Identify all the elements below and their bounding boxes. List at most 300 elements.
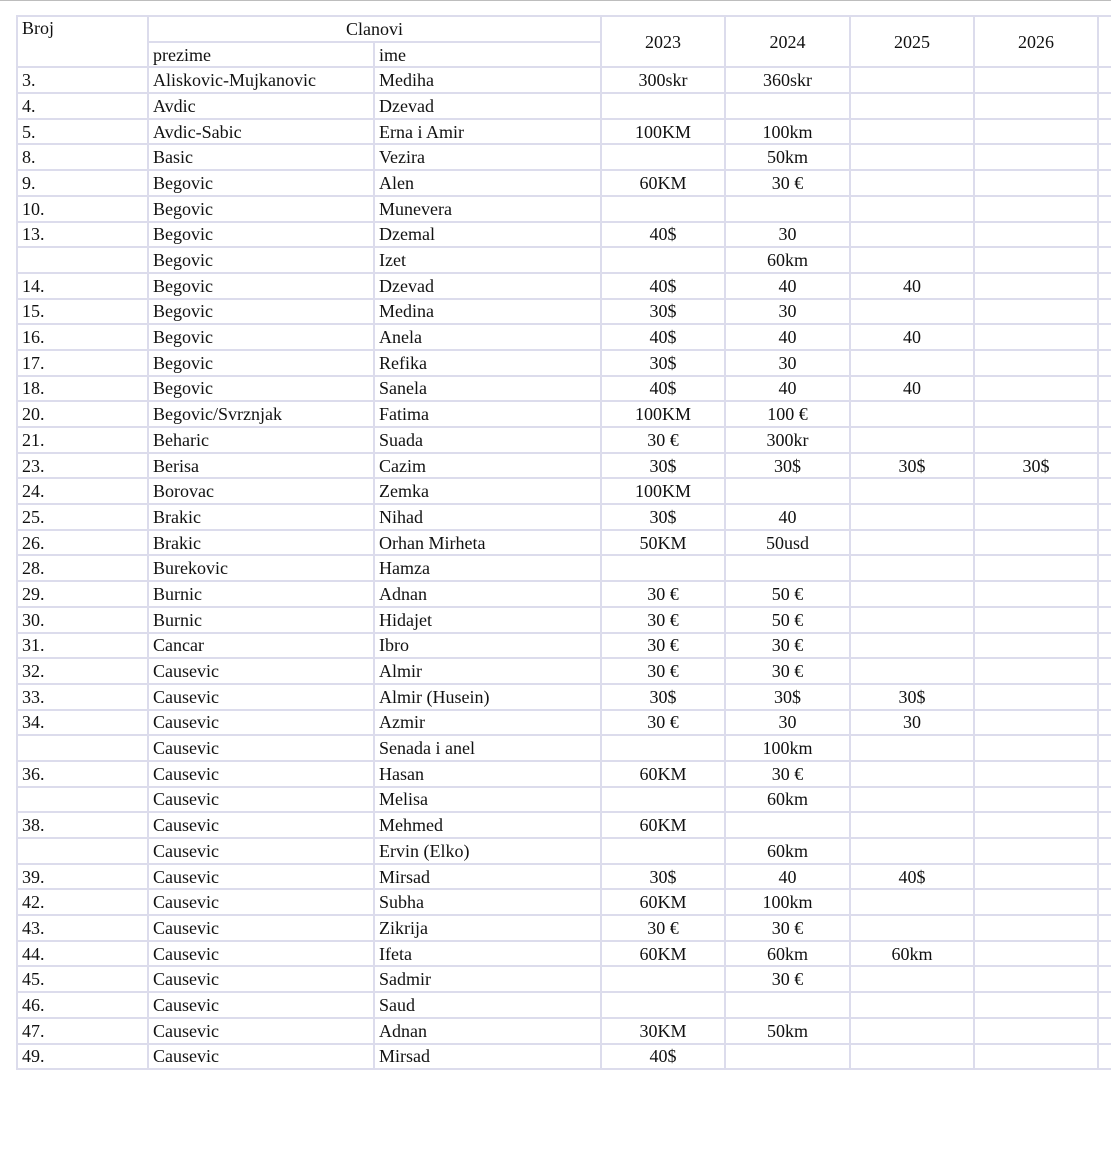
- table-row: [17, 915, 1111, 941]
- cell-2025: [850, 633, 974, 659]
- cell-ime: Suada: [374, 427, 601, 453]
- cell-2025: [850, 119, 974, 145]
- cell-edge: [1098, 658, 1111, 684]
- cell-2025: 40: [850, 324, 974, 350]
- table-row: [17, 144, 1111, 170]
- cell-broj: 18.: [17, 376, 148, 402]
- cell-prezime: Burnic: [148, 607, 374, 633]
- cell-ime: Orhan Mirheta: [374, 530, 601, 556]
- header-year-2025: 2025: [850, 16, 974, 67]
- cell-edge: [1098, 478, 1111, 504]
- cell-2025: [850, 504, 974, 530]
- cell-2026: 30$: [974, 453, 1098, 479]
- cell-broj: [17, 838, 148, 864]
- cell-2025: [850, 350, 974, 376]
- table-row: [17, 633, 1111, 659]
- cell-2024: 50km: [725, 1018, 850, 1044]
- cell-2023: 40$: [601, 376, 725, 402]
- cell-prezime: Begovic: [148, 247, 374, 273]
- cell-prezime: Causevic: [148, 1018, 374, 1044]
- cell-2023: 50KM: [601, 530, 725, 556]
- cell-broj: 47.: [17, 1018, 148, 1044]
- cell-2025: 40: [850, 273, 974, 299]
- cell-prezime: Causevic: [148, 889, 374, 915]
- cell-2025: [850, 581, 974, 607]
- cell-ime: Dzevad: [374, 93, 601, 119]
- cell-ime: Medina: [374, 299, 601, 325]
- cell-2025: [850, 196, 974, 222]
- cell-broj: 20.: [17, 401, 148, 427]
- cell-2026: [974, 581, 1098, 607]
- cell-2023: [601, 787, 725, 813]
- cell-ime: Mediha: [374, 67, 601, 93]
- table-row: [17, 684, 1111, 710]
- cell-2025: [850, 67, 974, 93]
- cell-2023: 30$: [601, 350, 725, 376]
- table-row: [17, 889, 1111, 915]
- cell-2026: [974, 633, 1098, 659]
- cell-broj: 23.: [17, 453, 148, 479]
- cell-2026: [974, 1044, 1098, 1070]
- cell-prezime: Causevic: [148, 838, 374, 864]
- cell-broj: 26.: [17, 530, 148, 556]
- cell-edge: [1098, 376, 1111, 402]
- table-row: [17, 247, 1111, 273]
- cell-edge: [1098, 941, 1111, 967]
- cell-edge: [1098, 1018, 1111, 1044]
- cell-edge: [1098, 992, 1111, 1018]
- cell-edge: [1098, 710, 1111, 736]
- cell-2026: [974, 93, 1098, 119]
- cell-prezime: Causevic: [148, 710, 374, 736]
- cell-2025: [850, 992, 974, 1018]
- cell-2025: [850, 761, 974, 787]
- cell-edge: [1098, 144, 1111, 170]
- cell-2023: 40$: [601, 1044, 725, 1070]
- cell-ime: Munevera: [374, 196, 601, 222]
- cell-ime: Subha: [374, 889, 601, 915]
- cell-2024: 30 €: [725, 915, 850, 941]
- cell-broj: 43.: [17, 915, 148, 941]
- cell-2024: 30$: [725, 684, 850, 710]
- cell-2024: 60km: [725, 941, 850, 967]
- cell-2024: 100km: [725, 735, 850, 761]
- cell-ime: Dzemal: [374, 222, 601, 248]
- header-broj: Broj: [17, 16, 148, 67]
- cell-2026: [974, 530, 1098, 556]
- cell-ime: Sanela: [374, 376, 601, 402]
- cell-2024: 30 €: [725, 633, 850, 659]
- cell-2024: 40: [725, 324, 850, 350]
- cell-2026: [974, 376, 1098, 402]
- cell-ime: Mehmed: [374, 812, 601, 838]
- cell-ime: Hasan: [374, 761, 601, 787]
- cell-broj: 36.: [17, 761, 148, 787]
- cell-edge: [1098, 787, 1111, 813]
- cell-2026: [974, 324, 1098, 350]
- table-row: [17, 401, 1111, 427]
- cell-2025: 60km: [850, 941, 974, 967]
- cell-2026: [974, 658, 1098, 684]
- cell-2023: 60KM: [601, 170, 725, 196]
- cell-prezime: Causevic: [148, 684, 374, 710]
- cell-prezime: Causevic: [148, 992, 374, 1018]
- table-row: [17, 93, 1111, 119]
- cell-2024: 30: [725, 350, 850, 376]
- cell-prezime: Causevic: [148, 735, 374, 761]
- cell-prezime: Borovac: [148, 478, 374, 504]
- cell-2025: 30$: [850, 684, 974, 710]
- table-row: [17, 581, 1111, 607]
- cell-2023: 30$: [601, 299, 725, 325]
- table-row: [17, 941, 1111, 967]
- cell-2026: [974, 401, 1098, 427]
- cell-2023: 30 €: [601, 633, 725, 659]
- cell-ime: Ervin (Elko): [374, 838, 601, 864]
- cell-edge: [1098, 735, 1111, 761]
- cell-2023: [601, 838, 725, 864]
- top-divider: [0, 0, 1111, 1]
- cell-edge: [1098, 196, 1111, 222]
- cell-2023: [601, 247, 725, 273]
- cell-2023: [601, 93, 725, 119]
- cell-2026: [974, 222, 1098, 248]
- cell-broj: 17.: [17, 350, 148, 376]
- cell-2024: [725, 196, 850, 222]
- cell-2026: [974, 684, 1098, 710]
- cell-broj: 14.: [17, 273, 148, 299]
- cell-2023: [601, 555, 725, 581]
- cell-2026: [974, 966, 1098, 992]
- cell-2026: [974, 350, 1098, 376]
- cell-2025: [850, 530, 974, 556]
- cell-edge: [1098, 222, 1111, 248]
- cell-broj: 29.: [17, 581, 148, 607]
- table-row: [17, 710, 1111, 736]
- cell-2024: [725, 478, 850, 504]
- cell-2024: 50 €: [725, 581, 850, 607]
- cell-2025: 30: [850, 710, 974, 736]
- cell-2024: 60km: [725, 247, 850, 273]
- cell-prezime: Avdic-Sabic: [148, 119, 374, 145]
- table-row: [17, 838, 1111, 864]
- cell-edge: [1098, 93, 1111, 119]
- cell-2024: 30 €: [725, 658, 850, 684]
- cell-prezime: Begovic: [148, 170, 374, 196]
- cell-broj: 49.: [17, 1044, 148, 1070]
- header-prezime: prezime: [148, 42, 374, 68]
- cell-prezime: Causevic: [148, 658, 374, 684]
- cell-edge: [1098, 915, 1111, 941]
- cell-2023: 100KM: [601, 119, 725, 145]
- cell-prezime: Causevic: [148, 915, 374, 941]
- cell-broj: 21.: [17, 427, 148, 453]
- cell-2026: [974, 1018, 1098, 1044]
- cell-ime: Saud: [374, 992, 601, 1018]
- cell-broj: 30.: [17, 607, 148, 633]
- cell-prezime: Causevic: [148, 864, 374, 890]
- cell-prezime: Begovic: [148, 376, 374, 402]
- table-row: [17, 324, 1111, 350]
- cell-2026: [974, 812, 1098, 838]
- cell-2026: [974, 992, 1098, 1018]
- cell-ime: Adnan: [374, 581, 601, 607]
- cell-2024: [725, 93, 850, 119]
- cell-2026: [974, 607, 1098, 633]
- cell-2023: 60KM: [601, 889, 725, 915]
- cell-2024: [725, 555, 850, 581]
- cell-2025: [850, 966, 974, 992]
- cell-prezime: Causevic: [148, 761, 374, 787]
- table-row: [17, 992, 1111, 1018]
- cell-2024: [725, 992, 850, 1018]
- cell-2023: 60KM: [601, 812, 725, 838]
- cell-2024: 360skr: [725, 67, 850, 93]
- cell-ime: Nihad: [374, 504, 601, 530]
- cell-2025: [850, 787, 974, 813]
- cell-2025: [850, 735, 974, 761]
- cell-ime: Vezira: [374, 144, 601, 170]
- cell-2023: 300skr: [601, 67, 725, 93]
- members-table: [16, 15, 1111, 1070]
- table-row: [17, 504, 1111, 530]
- cell-2026: [974, 196, 1098, 222]
- cell-2026: [974, 504, 1098, 530]
- cell-broj: 3.: [17, 67, 148, 93]
- cell-ime: Fatima: [374, 401, 601, 427]
- table-row: [17, 196, 1111, 222]
- table-row: [17, 966, 1111, 992]
- cell-2026: [974, 761, 1098, 787]
- cell-broj: 9.: [17, 170, 148, 196]
- cell-2023: 40$: [601, 222, 725, 248]
- cell-2024: 30: [725, 222, 850, 248]
- cell-edge: [1098, 247, 1111, 273]
- cell-broj: 46.: [17, 992, 148, 1018]
- cell-2024: 60km: [725, 838, 850, 864]
- table-body: [17, 67, 1111, 1069]
- cell-2024: 300kr: [725, 427, 850, 453]
- cell-ime: Cazim: [374, 453, 601, 479]
- cell-2025: [850, 915, 974, 941]
- cell-2025: [850, 812, 974, 838]
- cell-ime: Ibro: [374, 633, 601, 659]
- cell-2026: [974, 170, 1098, 196]
- cell-2025: [850, 170, 974, 196]
- cell-2025: 40$: [850, 864, 974, 890]
- cell-2026: [974, 864, 1098, 890]
- cell-2023: [601, 735, 725, 761]
- cell-ime: Azmir: [374, 710, 601, 736]
- cell-2026: [974, 838, 1098, 864]
- cell-2024: [725, 812, 850, 838]
- cell-ime: Erna i Amir: [374, 119, 601, 145]
- cell-2023: 30 €: [601, 658, 725, 684]
- cell-broj: 38.: [17, 812, 148, 838]
- table-row: [17, 607, 1111, 633]
- cell-2024: 30: [725, 299, 850, 325]
- header-year-2026: 2026: [974, 16, 1098, 67]
- table-row: [17, 478, 1111, 504]
- cell-2023: [601, 144, 725, 170]
- cell-ime: Adnan: [374, 1018, 601, 1044]
- cell-ime: Hamza: [374, 555, 601, 581]
- cell-2025: [850, 607, 974, 633]
- cell-2025: [850, 1044, 974, 1070]
- cell-2025: [850, 1018, 974, 1044]
- cell-2023: 30KM: [601, 1018, 725, 1044]
- cell-prezime: Begovic: [148, 273, 374, 299]
- table-row: [17, 273, 1111, 299]
- cell-broj: 32.: [17, 658, 148, 684]
- table-row: [17, 299, 1111, 325]
- cell-edge: [1098, 67, 1111, 93]
- cell-broj: 34.: [17, 710, 148, 736]
- cell-broj: [17, 247, 148, 273]
- cell-2026: [974, 787, 1098, 813]
- cell-prezime: Begovic: [148, 350, 374, 376]
- cell-2025: [850, 299, 974, 325]
- cell-edge: [1098, 299, 1111, 325]
- cell-ime: Almir: [374, 658, 601, 684]
- cell-2026: [974, 119, 1098, 145]
- cell-edge: [1098, 812, 1111, 838]
- table-row: [17, 864, 1111, 890]
- table-row: [17, 735, 1111, 761]
- cell-broj: 13.: [17, 222, 148, 248]
- cell-2025: [850, 427, 974, 453]
- cell-2024: 50usd: [725, 530, 850, 556]
- cell-broj: 15.: [17, 299, 148, 325]
- cell-2026: [974, 889, 1098, 915]
- cell-2026: [974, 273, 1098, 299]
- cell-ime: Anela: [374, 324, 601, 350]
- cell-prezime: Berisa: [148, 453, 374, 479]
- cell-2026: [974, 427, 1098, 453]
- cell-ime: Sadmir: [374, 966, 601, 992]
- cell-edge: [1098, 427, 1111, 453]
- cell-edge: [1098, 453, 1111, 479]
- cell-prezime: Aliskovic-Mujkanovic: [148, 67, 374, 93]
- cell-2025: [850, 93, 974, 119]
- cell-prezime: Burnic: [148, 581, 374, 607]
- table-row: [17, 222, 1111, 248]
- table-row: [17, 555, 1111, 581]
- table-row: [17, 1018, 1111, 1044]
- cell-2023: 100KM: [601, 401, 725, 427]
- cell-2023: 30 €: [601, 607, 725, 633]
- header-year-2023: 2023: [601, 16, 725, 67]
- cell-prezime: Brakic: [148, 530, 374, 556]
- cell-prezime: Causevic: [148, 941, 374, 967]
- cell-2024: 100km: [725, 119, 850, 145]
- cell-prezime: Causevic: [148, 787, 374, 813]
- header-ime: ime: [374, 42, 601, 68]
- cell-2024: 50 €: [725, 607, 850, 633]
- cell-broj: [17, 787, 148, 813]
- cell-2025: 30$: [850, 453, 974, 479]
- cell-edge: [1098, 119, 1111, 145]
- table-row: [17, 67, 1111, 93]
- cell-prezime: Causevic: [148, 812, 374, 838]
- cell-2024: 40: [725, 504, 850, 530]
- cell-prezime: Causevic: [148, 1044, 374, 1070]
- table-row: [17, 427, 1111, 453]
- table-row: [17, 376, 1111, 402]
- cell-broj: 31.: [17, 633, 148, 659]
- cell-2024: 40: [725, 273, 850, 299]
- cell-2025: [850, 555, 974, 581]
- cell-prezime: Basic: [148, 144, 374, 170]
- cell-broj: 33.: [17, 684, 148, 710]
- cell-broj: 25.: [17, 504, 148, 530]
- cell-2025: [850, 144, 974, 170]
- cell-2024: 40: [725, 864, 850, 890]
- cell-prezime: Burekovic: [148, 555, 374, 581]
- cell-2023: 30 €: [601, 710, 725, 736]
- table-row: [17, 761, 1111, 787]
- cell-2026: [974, 710, 1098, 736]
- cell-ime: Refika: [374, 350, 601, 376]
- cell-ime: Zikrija: [374, 915, 601, 941]
- cell-prezime: Begovic: [148, 196, 374, 222]
- cell-broj: 10.: [17, 196, 148, 222]
- cell-broj: 16.: [17, 324, 148, 350]
- cell-prezime: Begovic: [148, 299, 374, 325]
- table-row: [17, 787, 1111, 813]
- cell-2023: 30$: [601, 684, 725, 710]
- cell-2025: [850, 838, 974, 864]
- cell-broj: 8.: [17, 144, 148, 170]
- table-row: [17, 812, 1111, 838]
- table-row: [17, 530, 1111, 556]
- cell-ime: Melisa: [374, 787, 601, 813]
- cell-edge: [1098, 966, 1111, 992]
- cell-prezime: Begovic: [148, 222, 374, 248]
- cell-2025: [850, 658, 974, 684]
- cell-prezime: Beharic: [148, 427, 374, 453]
- cell-2025: [850, 247, 974, 273]
- table-row: [17, 1044, 1111, 1070]
- cell-edge: [1098, 684, 1111, 710]
- cell-2023: 100KM: [601, 478, 725, 504]
- cell-broj: 44.: [17, 941, 148, 967]
- cell-ime: Izet: [374, 247, 601, 273]
- cell-edge: [1098, 504, 1111, 530]
- table-row: [17, 119, 1111, 145]
- cell-ime: Hidajet: [374, 607, 601, 633]
- cell-2024: 30 €: [725, 170, 850, 196]
- cell-2026: [974, 941, 1098, 967]
- cell-prezime: Begovic: [148, 324, 374, 350]
- cell-2023: [601, 992, 725, 1018]
- header-clanovi: Clanovi: [148, 16, 601, 42]
- cell-edge: [1098, 633, 1111, 659]
- cell-prezime: Brakic: [148, 504, 374, 530]
- cell-2024: 50km: [725, 144, 850, 170]
- cell-broj: 5.: [17, 119, 148, 145]
- cell-ime: Mirsad: [374, 864, 601, 890]
- header-edge-cell: [1098, 16, 1111, 67]
- cell-2025: [850, 222, 974, 248]
- cell-2026: [974, 299, 1098, 325]
- cell-2023: 40$: [601, 273, 725, 299]
- cell-2024: [725, 1044, 850, 1070]
- cell-2024: 100km: [725, 889, 850, 915]
- cell-2024: 30 €: [725, 966, 850, 992]
- cell-2023: 30$: [601, 504, 725, 530]
- table-row: [17, 453, 1111, 479]
